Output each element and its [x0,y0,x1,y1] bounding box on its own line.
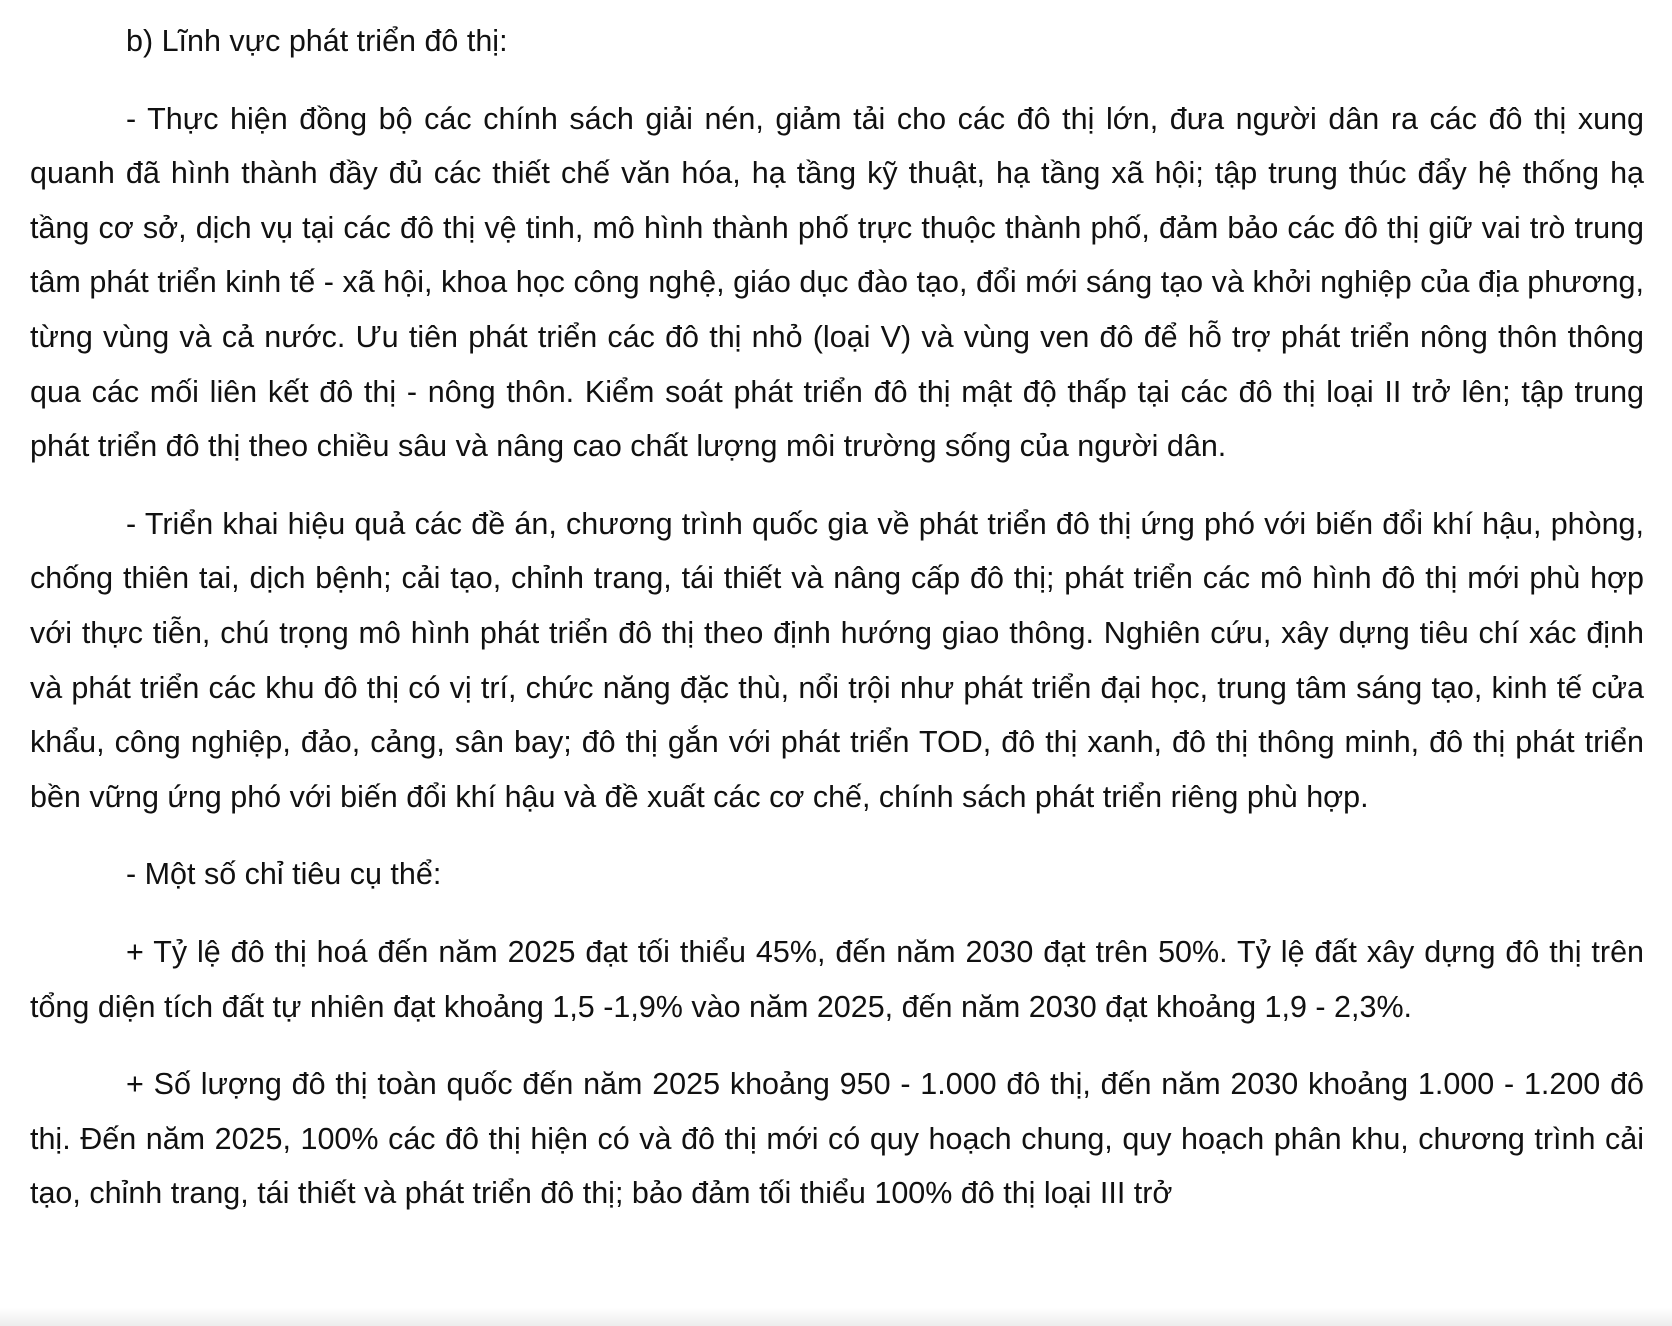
paragraph-urbanization-rate: + Tỷ lệ đô thị hoá đến năm 2025 đạt tối thiểu 45%, đến năm 2030 đạt trên 50%. Tỷ lệ đất xây dựng đô thị trên tổng diện tích đất tự nhiên đạt khoảng 1,5 -1,9% vào năm 2025, đến năm 2030 đạt khoảng 1,9 - 2,3%. [30,934,1644,1024]
section-heading: b) Lĩnh vực phát triển đô thị: [126,24,508,58]
page-bottom-shadow [0,1308,1672,1326]
paragraph-number-of-cities: + Số lượng đô thị toàn quốc đến năm 2025 khoảng 950 - 1.000 đô thị, đến năm 2030 khoảng 1.000 - 1.200 đô thị. Đến năm 2025, 100% các đô thị hiện có và đô thị mới có quy hoạch chung, quy hoạch phân khu, chương trình cải tạo, chỉnh trang, tái thiết và phát triển đô thị; bảo đảm tối thiểu 100% đô thị loại III trở [30,1067,1644,1211]
paragraph-targets-intro: - Một số chỉ tiêu cụ thể: [126,857,442,892]
document-body [30,14,1644,1221]
paragraph-urban-decongestion: - Thực hiện đồng bộ các chính sách giải nén, giảm tải cho các đô thị lớn, đưa người dân ra các đô thị xung quanh đã hình thành đầy đủ các thiết chế văn hóa, hạ tầng kỹ thuật, hạ tầng xã hội; tập trung thúc đẩy hệ thống hạ tầng cơ sở, dịch vụ tại các đô thị vệ tinh, mô hình thành phố trực thuộc thành phố, đảm bảo các đô thị giữ vai trò trung tâm phát triển kinh tế - xã hội, khoa học công nghệ, giáo dục đào tạo, đổi mới sáng tạo và khởi nghiệp của địa phương, từng vùng và cả nước. Ưu tiên phát triển các đô thị nhỏ (loại V) và vùng ven đô để hỗ trợ phát triển nông thôn thông qua các mối liên kết đô thị - nông thôn. Kiểm soát phát triển đô thị mật độ thấp tại các đô thị loại II trở lên; tập trung phát triển đô thị theo chiều sâu và nâng cao chất lượng môi trường sống của người dân. [30,101,1644,464]
paragraph-national-programs: - Triển khai hiệu quả các đề án, chương trình quốc gia về phát triển đô thị ứng phó với biến đổi khí hậu, phòng, chống thiên tai, dịch bệnh; cải tạo, chỉnh trang, tái thiết và nâng cấp đô thị; phát triển các mô hình đô thị mới phù hợp với thực tiễn, chú trọng mô hình phát triển đô thị theo định hướng giao thông. Nghiên cứu, xây dựng tiêu chí xác định và phát triển các khu đô thị có vị trí, chức năng đặc thù, nổi trội như phát triển đại học, trung tâm sáng tạo, kinh tế cửa khẩu, công nghiệp, đảo, cảng, sân bay; đô thị gắn với phát triển TOD, đô thị xanh, đô thị thông minh, đô thị phát triển bền vững ứng phó với biến đổi khí hậu và đề xuất các cơ chế, chính sách phát triển riêng phù hợp. [30,506,1644,814]
